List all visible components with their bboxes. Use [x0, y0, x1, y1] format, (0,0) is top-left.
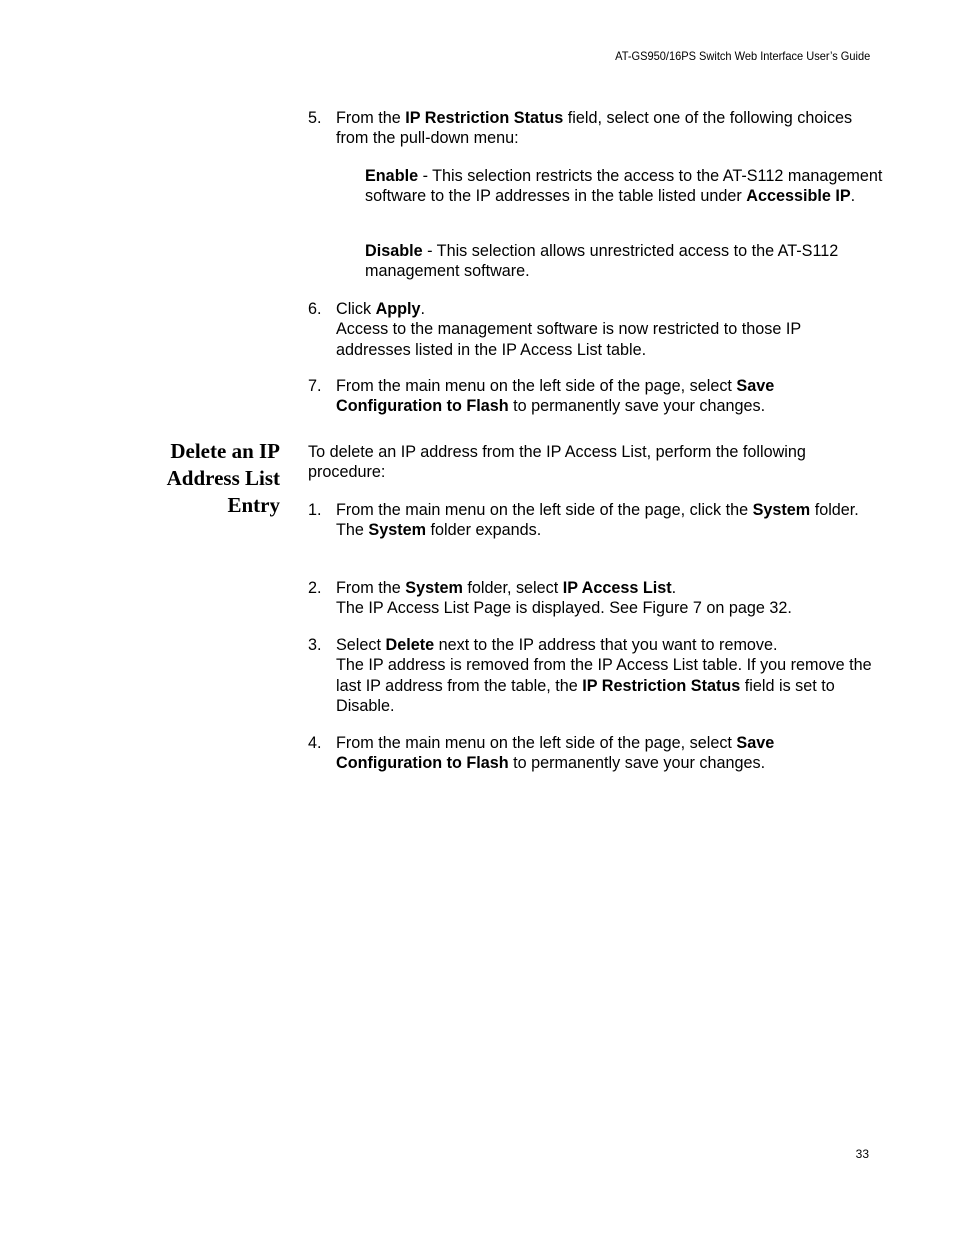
step-number: 6.	[308, 300, 322, 318]
step-number: 1.	[308, 501, 322, 519]
option-enable: Enable - This selection restricts the access to the AT-S112 management software to the IP addresses in the table listed under Accessible IP.	[365, 167, 883, 206]
delete-step-2	[308, 578, 878, 619]
step-number: 2.	[308, 579, 322, 597]
step-6	[308, 299, 878, 360]
step-result: The IP address is removed from the IP Access List table. If you remove the last IP address from the table, the IP Restriction Status field is set to Disable.	[336, 656, 872, 716]
step-text: Select Delete next to the IP address that you want to remove.	[336, 636, 778, 654]
section-heading-line-2: Address List	[166, 466, 280, 490]
step-number: 4.	[308, 734, 322, 752]
section-heading	[130, 438, 280, 519]
step-text: From the main menu on the left side of the page, select Save Configuration to Flash to permanently save your changes.	[336, 377, 775, 416]
section-intro: To delete an IP address from the IP Access List, perform the following procedure:	[308, 443, 806, 482]
running-header: AT-GS950/16PS Switch Web Interface User’s Guide	[614, 49, 870, 63]
step-7	[308, 376, 878, 417]
step-result: The IP Access List Page is displayed. See Figure 7 on page 32.	[336, 599, 792, 618]
step-result: Access to the management software is now restricted to those IP addresses listed in the IP Access List table.	[336, 320, 801, 359]
delete-step-3	[308, 635, 878, 717]
page-number: 33	[855, 1147, 869, 1161]
step-text: From the main menu on the left side of the page, click the System folder.	[336, 501, 859, 519]
option-disable: Disable - This selection allows unrestricted access to the AT-S112 management software.	[365, 242, 839, 281]
option-label: Disable	[365, 242, 423, 260]
delete-step-1	[308, 500, 878, 541]
step-result: The System folder expands.	[336, 521, 542, 540]
step-number: 3.	[308, 636, 322, 654]
step-text: From the IP Restriction Status field, select one of the following choices from the pull-down menu:	[336, 109, 853, 148]
step-5	[308, 108, 878, 149]
step-text: From the main menu on the left side of the page, select Save Configuration to Flash to permanently save your changes.	[336, 734, 775, 773]
step-text: From the System folder, select IP Access List.	[336, 579, 677, 597]
section-heading-line-1: Delete an IP	[170, 439, 280, 463]
delete-step-4	[308, 733, 878, 774]
step-number: 5.	[308, 109, 322, 127]
step-number: 7.	[308, 377, 322, 395]
section-heading-line-3: Entry	[227, 493, 280, 517]
option-label: Enable	[365, 167, 419, 185]
step-text: Click Apply.	[336, 300, 426, 318]
